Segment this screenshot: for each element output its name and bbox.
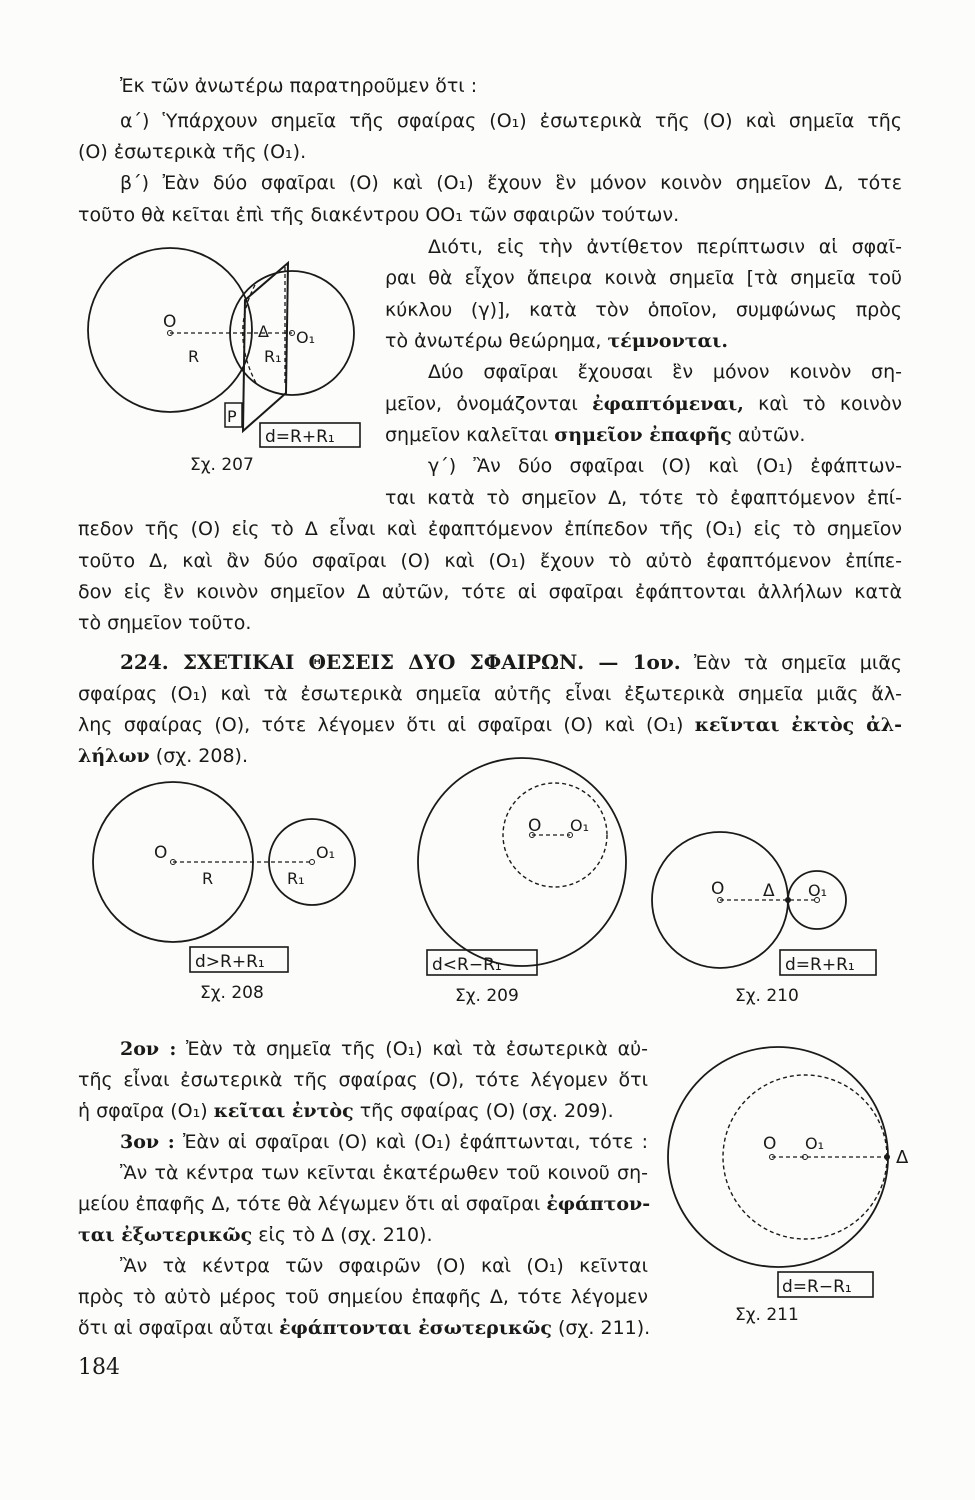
section-heading-line	[120, 650, 902, 675]
term-bold: λήλων	[78, 745, 150, 767]
term-bold: ἐφαπτόμεναι,	[592, 393, 744, 415]
text-line	[78, 1316, 650, 1340]
label-R: R	[202, 869, 214, 888]
term-bold: σημεῖον ἐπαφῆς	[554, 424, 732, 446]
label-O1: O₁	[296, 328, 316, 347]
text-span: τὸ ἀνωτέρω θεώρημα,	[385, 330, 602, 352]
figure-caption: Σχ. 211	[735, 1305, 799, 1325]
term-bold: ται ἐξωτερικῶς	[78, 1224, 253, 1246]
term-bold: τέμνονται.	[607, 330, 728, 352]
text-span: Ἐὰν τὰ σημεῖα τῆς (O₁) καὶ τὰ ἐσωτερικὰ αὐ-	[186, 1038, 648, 1060]
text-line	[385, 392, 902, 416]
label-delta: Δ	[763, 881, 775, 901]
text-line	[120, 1130, 648, 1154]
text-line	[78, 713, 902, 737]
text-line	[385, 423, 805, 447]
term-bold: ἐφάπτονται ἐσωτερικῶς	[279, 1317, 552, 1339]
text-line: β΄) Ἐὰν δύο σφαῖραι (O) καὶ (O₁) ἔχουν ἓν μόνον κοινὸν σημεῖον Δ, τότε	[120, 172, 902, 194]
label-O: O	[528, 816, 542, 836]
label-R1: R₁	[264, 347, 282, 366]
term-bold: ἐφάπτον-	[546, 1193, 651, 1215]
text-line: τῆς εἶναι ἐσωτερικὰ τῆς σφαίρας (O), τότε λέγομεν ὅτι	[78, 1069, 648, 1091]
label-delta: Δ	[896, 1147, 909, 1168]
text-span: μείου ἐπαφῆς Δ, τότε θὰ λέγωμεν ὅτι αἱ σφαῖραι	[78, 1193, 541, 1215]
text-line: σφαίρας (O₁) καὶ τὰ ἐσωτερικὰ σημεῖα αὐτῆς εἶναι ἐξωτερικὰ σημεῖα μιᾶς ἄλ-	[78, 683, 902, 705]
label-O1: O₁	[570, 816, 590, 835]
sphere-O1	[723, 1075, 887, 1239]
formula: d<R−R₁	[432, 955, 502, 975]
text-line: τοῦτο θὰ κεῖται ἐπὶ τῆς διακέντρου OO₁ τῶν σφαιρῶν τούτων.	[78, 204, 680, 226]
text-line	[78, 1192, 651, 1216]
label-O: O	[154, 843, 168, 863]
text-span: εἰς τὸ Δ (σχ. 210).	[258, 1224, 433, 1246]
case-label: 3ον :	[120, 1131, 175, 1153]
text-line: ται κατὰ τὸ σημεῖον Δ, τότε τὸ ἐφαπτόμενον ἐπί-	[385, 487, 902, 509]
label-O: O	[163, 312, 177, 332]
text-line: Ἂν τὰ κέντρα των κεῖνται ἑκατέρωθεν τοῦ κοινοῦ ση-	[120, 1162, 648, 1184]
text-line: Δύο σφαῖραι ἔχουσαι ἓν μόνον κοινὸν ση-	[428, 361, 902, 383]
text-line: Ἐκ τῶν ἀνωτέρω παρατηροῦμεν ὅτι :	[120, 75, 478, 97]
text-line	[78, 744, 248, 768]
text-span: Ἐὰν αἱ σφαῖραι (O) καὶ (O₁) ἐφάπτωνται, τότε :	[182, 1131, 648, 1153]
label-O: O	[763, 1134, 777, 1154]
text-span: τῆς σφαίρας (O) (σχ. 209).	[359, 1100, 614, 1122]
formula: d=R+R₁	[265, 427, 335, 447]
text-line: Ἂν τὰ κέντρα τῶν σφαιρῶν (O) καὶ (O₁) κεῖνται	[120, 1255, 648, 1277]
figure-207	[70, 245, 380, 475]
tangency-point	[884, 1154, 890, 1160]
text-line: α΄) Ὑπάρχουν σημεῖα τῆς σφαίρας (O₁) ἐσωτερικὰ τῆς (O) καὶ σημεῖα τῆς	[120, 110, 902, 132]
formula: d>R+R₁	[195, 952, 265, 972]
text-line: πεδον τῆς (O) εἰς τὸ Δ εἶναι καὶ ἐφαπτόμενον ἐπίπεδον τῆς (O₁) εἰς τὸ σημεῖον	[78, 518, 902, 540]
label-P: P	[227, 407, 237, 426]
text-line: ραι θὰ εἶχον ἄπειρα κοινὰ σημεῖα [τὰ σημεῖα τοῦ	[385, 267, 902, 289]
text-span: (σχ. 208).	[155, 745, 249, 767]
text-span: ἡ σφαῖρα (O₁)	[78, 1100, 208, 1122]
text-line: κύκλου (γ)], κατὰ τὸν ὁποῖον, συμφώνως πρὸς	[385, 299, 902, 321]
text-line: τοῦτο Δ, καὶ ἂν δύο σφαῖραι (O) καὶ (O₁) ἔχουν τὸ αὐτὸ ἐφαπτόμενον ἐπίπε-	[78, 550, 902, 572]
formula: d=R+R₁	[785, 955, 855, 975]
figure-210	[645, 825, 895, 985]
label-O: O	[711, 879, 725, 899]
text-line	[120, 1037, 648, 1061]
sphere-O	[418, 758, 626, 966]
label-O1: O₁	[808, 881, 828, 900]
label-O1: O₁	[316, 843, 336, 862]
text-span: ὅτι αἱ σφαῖραι αὗται	[78, 1317, 274, 1339]
figure-211	[660, 1045, 920, 1315]
text-line: (O) ἐσωτερικὰ τῆς (O₁).	[78, 141, 307, 163]
text-line: γ΄) Ἂν δύο σφαῖραι (O) καὶ (O₁) ἐφάπτων-	[428, 455, 902, 477]
label-O1: O₁	[805, 1134, 825, 1153]
label-R: R	[188, 347, 200, 366]
text-span: μεῖον, ὀνομάζονται	[385, 393, 578, 415]
text-line	[78, 1223, 433, 1247]
case-label: 2ον :	[120, 1038, 177, 1060]
text-line	[78, 1099, 614, 1123]
text-line: Διότι, εἰς τὴν ἀντίθετον περίπτωσιν αἱ σφαῖ-	[428, 236, 902, 258]
text-span: αὐτῶν.	[737, 424, 806, 446]
label-R1: R₁	[287, 869, 305, 888]
figure-caption: Σχ. 210	[735, 986, 799, 1006]
tangency-point	[785, 897, 791, 903]
text-span: Ἐὰν τὰ σημεῖα μιᾶς	[693, 652, 902, 674]
text-line: τὸ σημεῖον τοῦτο.	[78, 612, 252, 634]
page-number: 184	[78, 1355, 120, 1380]
text-line	[385, 329, 728, 353]
figure-208	[90, 780, 360, 980]
text-line: δον εἰς ἓν κοινὸν σημεῖον Δ αὐτῶν, τότε αἱ σφαῖραι ἐφάπτονται ἀλλήλων κατὰ	[78, 581, 902, 603]
text-line: πρὸς τὸ αὐτὸ μέρος τοῦ σημείου ἐπαφῆς Δ, τότε λέγομεν	[78, 1286, 648, 1308]
formula: d=R−R₁	[782, 1277, 852, 1297]
term-bold: κεῖνται ἐκτὸς ἀλ-	[694, 714, 902, 736]
figure-caption: Σχ. 209	[455, 986, 519, 1006]
text-span: λης σφαίρας (O), τότε λέγομεν ὅτι αἱ σφαῖραι (O) καὶ (O₁)	[78, 714, 684, 736]
text-span: καὶ τὸ κοινὸν	[758, 393, 902, 415]
label-delta: Δ	[258, 322, 269, 341]
term-bold: κεῖται ἐντὸς	[213, 1100, 354, 1122]
figure-caption: Σχ. 207	[190, 455, 254, 475]
figure-209	[410, 755, 660, 980]
text-span: σημεῖον καλεῖται	[385, 424, 549, 446]
section-heading: 224. ΣΧΕΤΙΚΑΙ ΘΕΣΕΙΣ ΔΥΟ ΣΦΑΙΡΩΝ. — 1ον.	[120, 650, 681, 674]
text-span: (σχ. 211).	[557, 1317, 651, 1339]
figure-caption: Σχ. 208	[200, 983, 264, 1003]
